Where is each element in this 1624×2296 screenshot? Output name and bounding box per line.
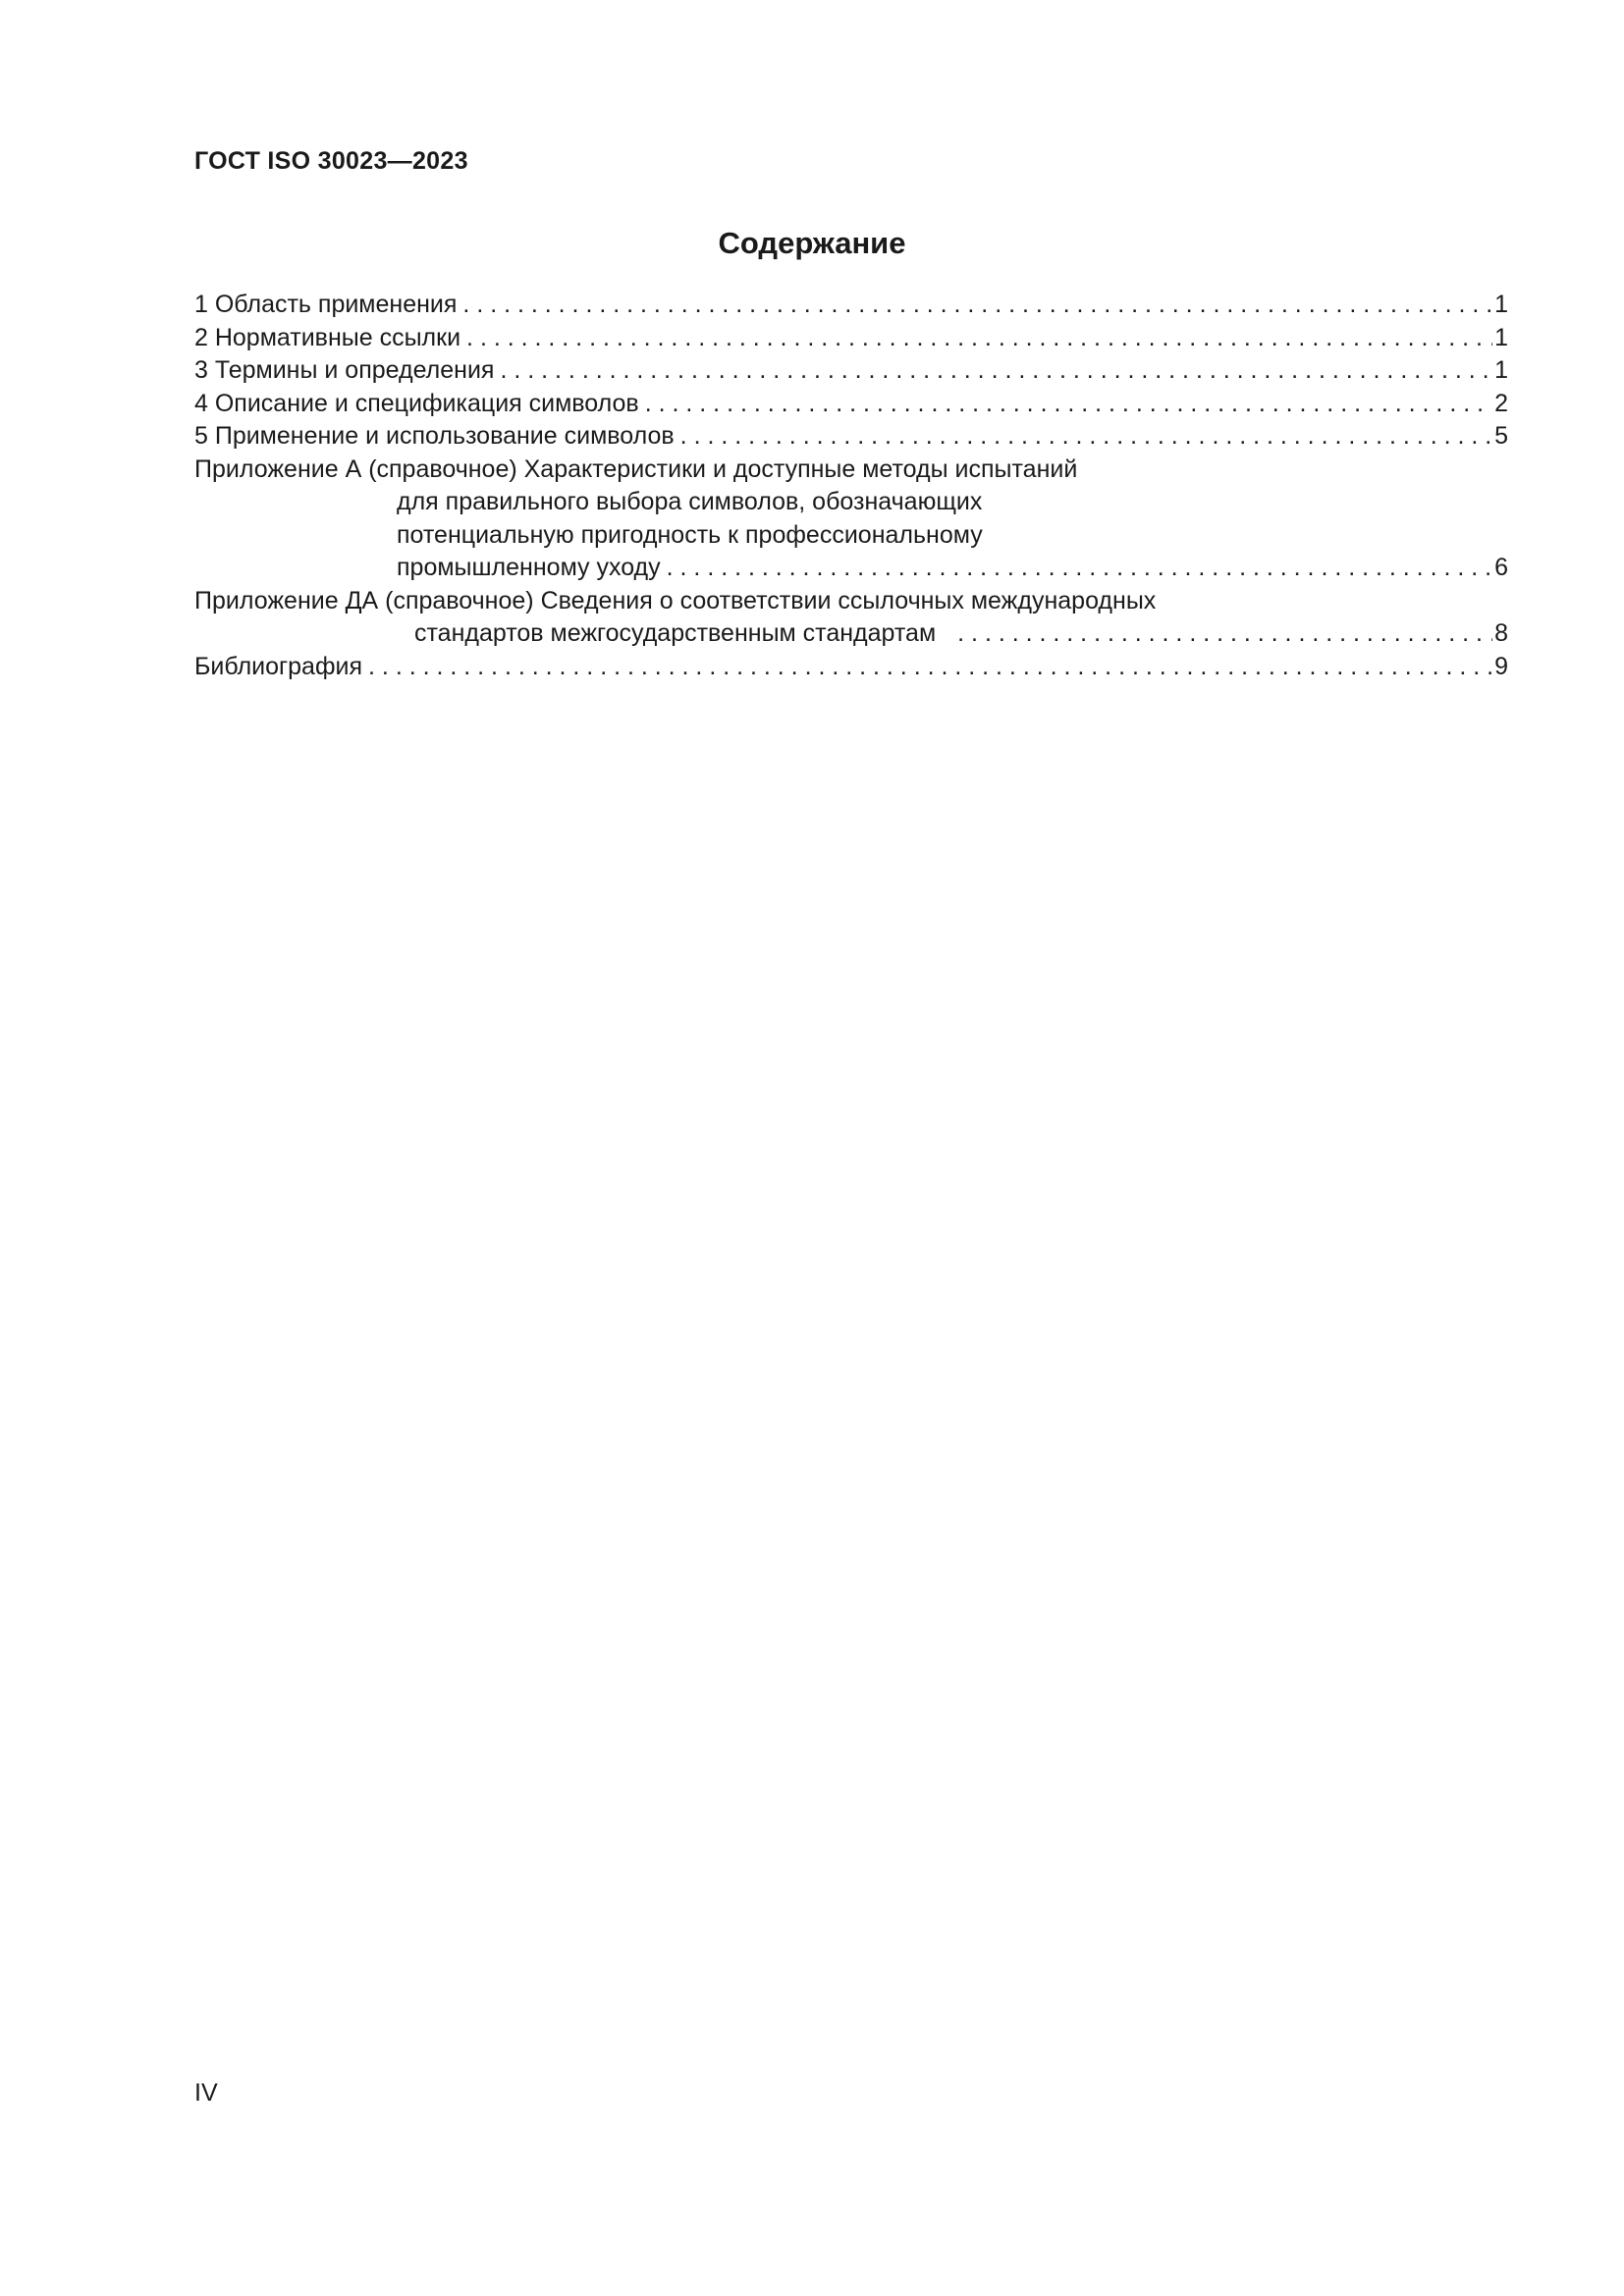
toc-entry-label: 3 Термины и определения [194, 356, 495, 384]
toc-entry-page: 8 [1494, 619, 1508, 647]
toc-entry-page: 2 [1494, 389, 1508, 417]
toc-leader-dots [936, 617, 1492, 651]
toc-entry-label-line: промышленному уходу [397, 554, 661, 581]
document-designation: ГОСТ ISO 30023—2023 [194, 147, 468, 175]
toc-leader-dots [362, 651, 1492, 684]
toc-title: Содержание [718, 226, 906, 260]
toc-entry-label-line: стандартов межгосударственным стандартам [414, 619, 937, 647]
toc-entry-page: 9 [1494, 652, 1508, 680]
toc-entry-label-line: потенциальную пригодность к профессиональному [397, 520, 983, 549]
toc-entry-page: 6 [1494, 554, 1508, 581]
toc-entry-page: 1 [1494, 323, 1508, 351]
toc-entry-annex-da[interactable] [194, 585, 1508, 651]
toc-entry-label: 1 Область применения [194, 291, 458, 318]
toc-entry-label-line: Приложение ДА (справочное) Сведения о соответствии ссылочных международных [194, 586, 1157, 614]
page-number: IV [194, 2079, 218, 2107]
toc-entry-terms-definitions[interactable] [194, 354, 1508, 388]
toc-leader-dots [457, 289, 1492, 322]
toc-entry-application-use[interactable] [194, 420, 1508, 454]
toc-entry-label-line: Приложение А (справочное) Характеристики и доступные методы испытаний [194, 454, 1078, 483]
toc-entry-scope[interactable] [194, 289, 1508, 322]
toc-entry-label: 4 Описание и спецификация символов [194, 389, 639, 417]
toc-entry-annex-a[interactable] [194, 454, 1508, 585]
toc-entry-page: 1 [1494, 356, 1508, 384]
toc-leader-dots [494, 354, 1492, 388]
toc-leader-dots [460, 322, 1492, 355]
toc-leader-dots [675, 420, 1492, 454]
toc-entry-normative-references[interactable] [194, 322, 1508, 355]
toc-leader-dots [639, 388, 1492, 421]
toc-entry-page: 1 [1494, 291, 1508, 318]
toc-entry-page: 5 [1494, 422, 1508, 450]
toc-entry-description-specification[interactable] [194, 388, 1508, 421]
toc-entry-label: Библиография [194, 652, 363, 680]
toc-entry-label: 5 Применение и использование символов [194, 422, 675, 450]
toc-entry-label: 2 Нормативные ссылки [194, 323, 461, 351]
toc-leader-dots [661, 552, 1492, 585]
table-of-contents [194, 289, 1508, 683]
toc-entry-bibliography[interactable] [194, 651, 1508, 684]
toc-entry-label-line: для правильного выбора символов, обозначающих [397, 488, 983, 515]
